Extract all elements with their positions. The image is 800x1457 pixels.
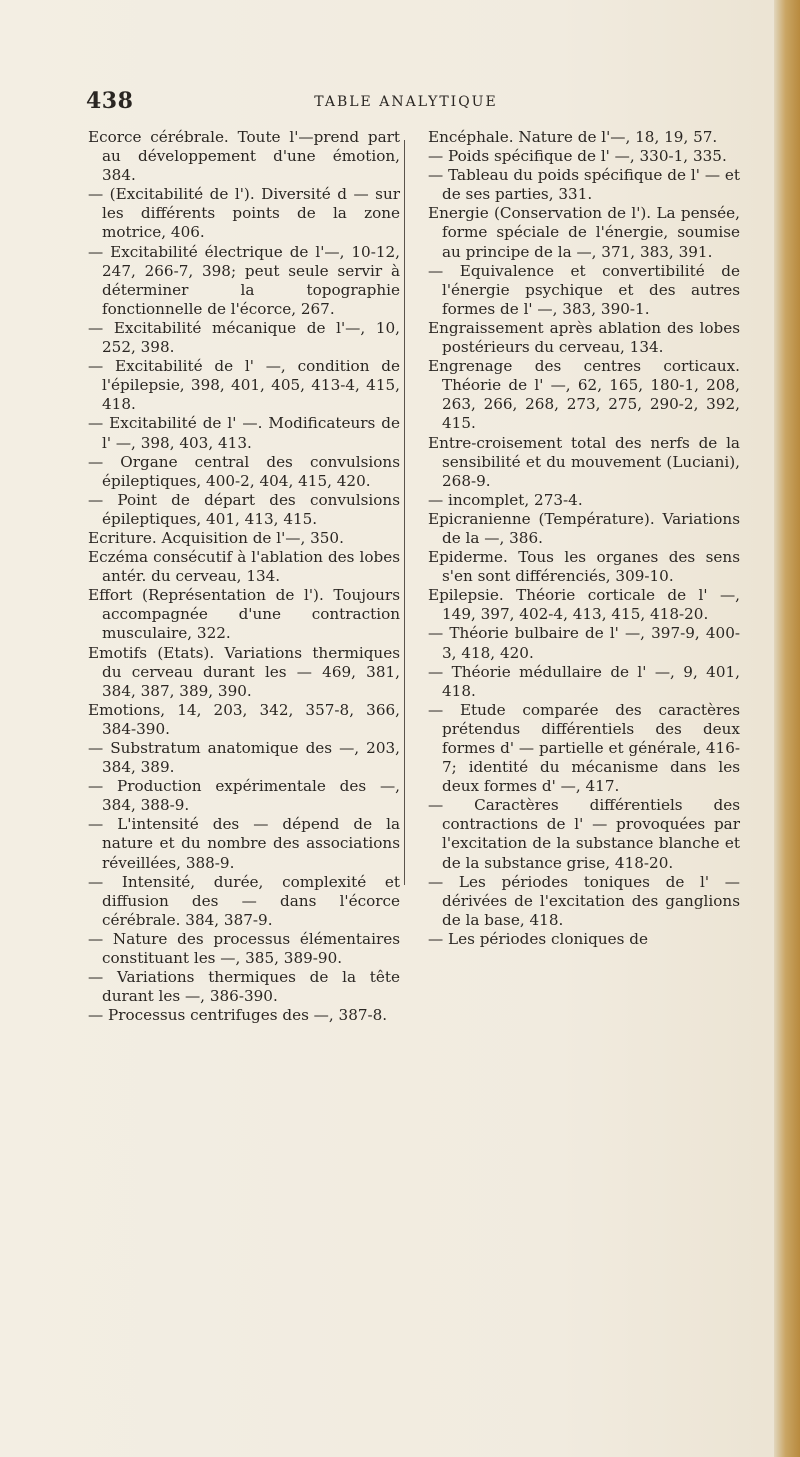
index-entry: Encéphale. Nature de l'—, 18, 19, 57. — [428, 128, 718, 146]
index-entry: — Les périodes cloniques de — [428, 929, 648, 948]
index-entry: Epicranienne (Température). Variations de la —, 386. — [428, 509, 740, 547]
index-entry: — (Excitabilité de l'). Diversité d — sur les différents points de la zone motrice, 406. — [88, 185, 400, 242]
index-entry: — Point de départ des convulsions épileptiques, 401, 413, 415. — [88, 490, 400, 528]
index-entry: — L'intensité des — dépend de la nature et du nombre des associations réveillées, 388-9. — [88, 815, 400, 872]
index-entry: Effort (Représentation de l'). Toujours accompagnée d'une contraction musculaire, 322. — [88, 586, 400, 643]
column-divider — [404, 140, 405, 885]
index-entry: — Excitabilité mécanique de l'—, 10, 252, 398. — [88, 318, 400, 357]
index-entry: — Intensité, durée, complexité et diffusion des — dans l'écorce cérébrale. 384, 387-9. — [88, 872, 400, 929]
index-entry: — Les périodes toniques de l' — dérivées de l'excitation des ganglions de la base, 418. — [428, 872, 740, 929]
page-number: 438 — [86, 88, 134, 114]
index-entry: Entre-croisement total des nerfs de la sensibilité et du mouvement (Luciani), 268-9. — [428, 433, 740, 490]
index-entry: — Excitabilité de l' —. Modificateurs de l' —, 398, 403, 413. — [88, 414, 400, 452]
index-entry: — Théorie bulbaire de l' —, 397-9, 400-3, 418, 420. — [428, 624, 740, 662]
index-entry: — Processus centrifuges des —, 387-8. — [88, 1006, 388, 1025]
index-entry: Engraissement après ablation des lobes postérieurs du cerveau, 134. — [428, 318, 740, 357]
index-entry: Emotifs (Etats). Variations thermiques du cerveau durant les — 469, 381, 384, 387, 389, 390. — [88, 643, 400, 700]
page-header — [86, 88, 726, 118]
index-entry: — Variations thermiques de la tête durant les —, 386-390. — [88, 968, 400, 1006]
index-entry: Energie (Conservation de l'). La pensée, forme spéciale de l'énergie, soumise au principe de la —, 371, 383, 391. — [428, 204, 740, 261]
index-entry: Epilepsie. Théorie corticale de l' —, 149, 397, 402-4, 413, 415, 418-20. — [428, 586, 740, 624]
right-column — [428, 128, 740, 949]
index-entry: Eczéma consécutif à l'ablation des lobes antér. du cerveau, 134. — [88, 548, 400, 586]
index-entry: — incomplet, 273-4. — [428, 490, 583, 509]
index-entry: — Tableau du poids spécifique de l' — et de ses parties, 331. — [428, 166, 740, 204]
index-entry: — Equivalence et convertibilité de l'énergie psychique et des autres formes de l' —, 383, 390-1. — [428, 261, 740, 318]
index-entry: — Excitabilité de l' —, condition de l'épilepsie, 398, 401, 405, 413-4, 415, 418. — [88, 357, 400, 414]
index-entry: — Organe central des convulsions épileptiques, 400-2, 404, 415, 420. — [88, 452, 400, 490]
index-entry: — Poids spécifique de l' —, 330-1, 335. — [428, 147, 727, 166]
index-entry: — Théorie médullaire de l' —, 9, 401, 418. — [428, 662, 740, 700]
index-entry: — Production expérimentale des —, 384, 388-9. — [88, 777, 400, 815]
page-edge — [774, 0, 800, 1457]
index-entry: — Substratum anatomique des —, 203, 384, 389. — [88, 739, 400, 777]
index-entry: — Nature des processus élémentaires constituant les —, 385, 389-90. — [88, 929, 400, 968]
index-entry: — Caractères différentiels des contractions de l' — provoquées par l'excitation de la substance blanche et de la substance grise, 418-20. — [428, 796, 740, 872]
index-entry: — Excitabilité électrique de l'—, 10-12, 247, 266-7, 398; peut seule servir à déterminer la topographie fonctionnelle de l'écorce, 267. — [88, 242, 400, 318]
index-entry: Engrenage des centres corticaux. Théorie de l' —, 62, 165, 180-1, 208, 263, 266, 268, 273, 275, 290-2, 392, 415. — [428, 357, 740, 433]
index-entry: Epiderme. Tous les organes des sens s'en sont différenciés, 309-10. — [428, 548, 740, 586]
index-entry: Ecorce cérébrale. Toute l'—prend part au développement d'une émotion, 384. — [88, 128, 400, 185]
index-entry: Emotions, 14, 203, 342, 357-8, 366, 384-390. — [88, 700, 400, 738]
running-title: TABLE ANALYTIQUE — [314, 94, 498, 110]
left-column — [88, 128, 400, 1025]
index-entry: Ecriture. Acquisition de l'—, 350. — [88, 528, 344, 547]
index-entry: — Etude comparée des caractères prétendus différentiels des deux formes d' — partielle et générale, 416-7; identité du mécanisme dans les deux formes d' —, 417. — [428, 700, 740, 796]
